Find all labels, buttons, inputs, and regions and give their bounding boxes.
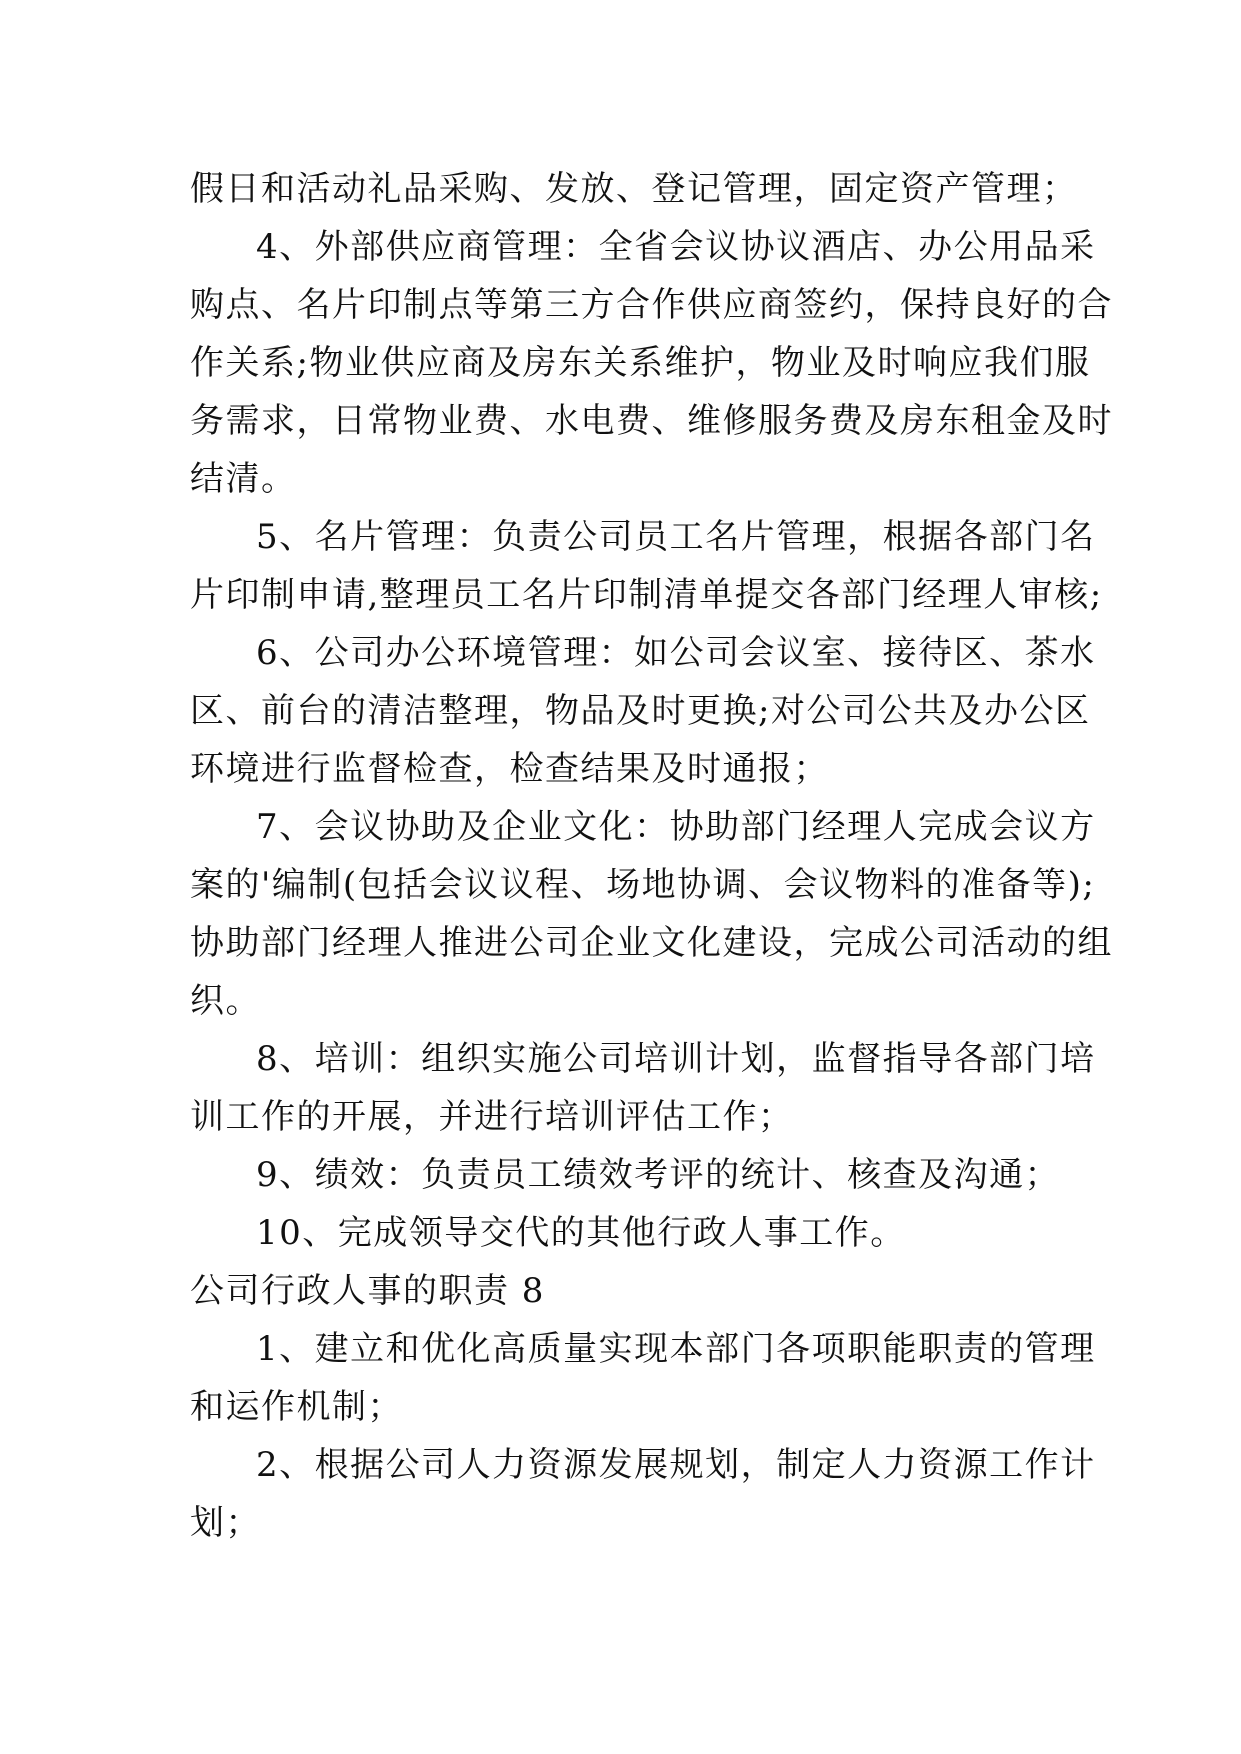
text-line: 和运作机制； (190, 1387, 403, 1427)
text-line: 训工作的开展，并进行培训评估工作； (190, 1097, 794, 1137)
text-line: 1、建立和优化高质量实现本部门各项职能职责的管理 (256, 1329, 1096, 1369)
text-line: 划； (190, 1503, 261, 1543)
text-line: 购点、名片印制点等第三方合作供应商签约，保持良好的合 (190, 285, 1113, 325)
text-line: 10、完成领导交代的其他行政人事工作。 (256, 1213, 906, 1253)
text-line: 环境进行监督检查，检查结果及时通报； (190, 749, 829, 789)
text-line: 区、前台的清洁整理，物品及时更换;对公司公共及办公区 (190, 691, 1091, 731)
section-heading: 公司行政人事的职责 8 (190, 1271, 545, 1311)
text-line: 案的'编制(包括会议议程、场地协调、会议物料的准备等); (190, 865, 1096, 905)
text-line: 协助部门经理人推进公司企业文化建设，完成公司活动的组 (190, 923, 1113, 963)
text-line: 2、根据公司人力资源发展规划，制定人力资源工作计 (256, 1445, 1096, 1485)
text-line: 假日和活动礼品采购、发放、登记管理，固定资产管理； (190, 169, 1078, 209)
text-line: 8、培训：组织实施公司培训计划，监督指导各部门培 (256, 1039, 1096, 1079)
text-line: 5、名片管理：负责公司员工名片管理，根据各部门名 (256, 517, 1096, 557)
text-line: 作关系;物业供应商及房东关系维护，物业及时响应我们服 (190, 343, 1091, 383)
text-line: 6、公司办公环境管理：如公司会议室、接待区、茶水 (256, 633, 1096, 673)
text-line: 结清。 (190, 459, 297, 499)
text-line: 片印制申请,整理员工名片印制清单提交各部门经理人审核; (190, 575, 1103, 615)
text-line: 4、外部供应商管理：全省会议协议酒店、办公用品采 (256, 227, 1096, 267)
text-line: 织。 (190, 981, 261, 1021)
text-line: 9、绩效：负责员工绩效考评的统计、核查及沟通； (256, 1155, 1061, 1195)
text-line: 7、会议协助及企业文化：协助部门经理人完成会议方 (256, 807, 1096, 847)
document-body (190, 160, 1113, 1552)
text-line: 务需求，日常物业费、水电费、维修服务费及房东租金及时 (190, 401, 1113, 441)
